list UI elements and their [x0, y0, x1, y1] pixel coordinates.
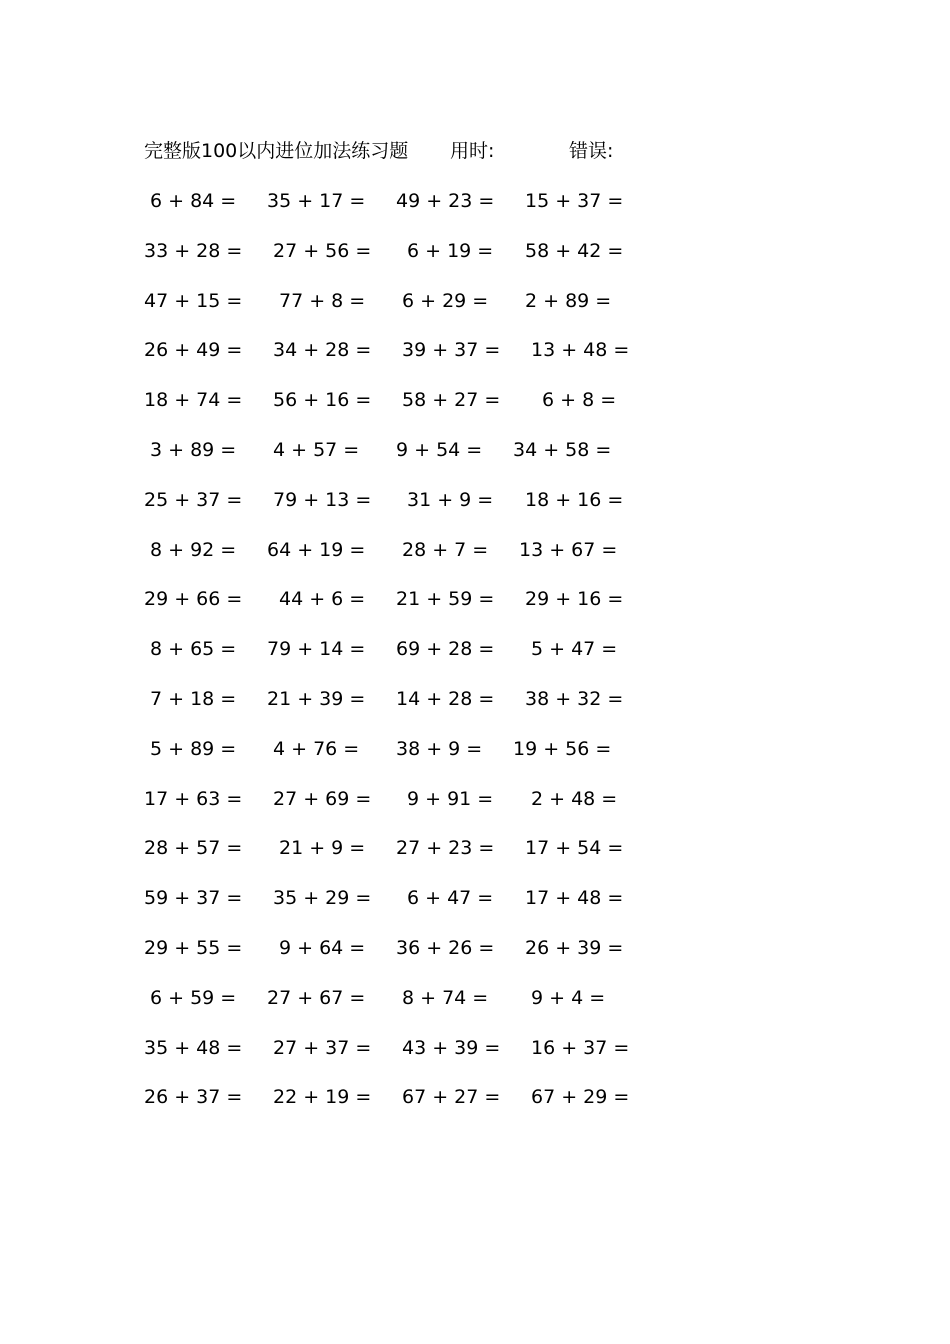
- addition-problem: 18 + 74 =: [144, 389, 243, 412]
- addition-problem: 29 + 16 =: [525, 588, 624, 611]
- problem-row: [0, 236, 950, 286]
- addition-problem: 77 + 8 =: [279, 289, 366, 312]
- problem-row: [0, 983, 950, 1033]
- addition-problem: 21 + 59 =: [396, 588, 495, 611]
- problem-row: [0, 1082, 950, 1132]
- addition-problem: 35 + 29 =: [273, 887, 372, 910]
- addition-problem: 69 + 28 =: [396, 638, 495, 661]
- addition-problem: 27 + 69 =: [273, 787, 372, 810]
- addition-problem: 17 + 48 =: [525, 887, 624, 910]
- problem-row: [0, 186, 950, 236]
- addition-problem: 21 + 9 =: [279, 837, 366, 860]
- addition-problem: 22 + 19 =: [273, 1086, 372, 1109]
- addition-problem: 47 + 15 =: [144, 289, 243, 312]
- problem-row: [0, 734, 950, 784]
- addition-problem: 79 + 14 =: [267, 638, 366, 661]
- addition-problem: 27 + 37 =: [273, 1036, 372, 1059]
- addition-problem: 49 + 23 =: [396, 190, 495, 212]
- problem-row: [0, 335, 950, 385]
- addition-problem: 39 + 37 =: [402, 339, 501, 362]
- problem-row: [0, 535, 950, 585]
- problem-row: [0, 485, 950, 535]
- addition-problem: 29 + 66 =: [144, 588, 243, 611]
- addition-problem: 4 + 76 =: [273, 737, 360, 760]
- addition-problem: 8 + 65 =: [150, 638, 237, 661]
- addition-problem: 6 + 8 =: [542, 389, 617, 412]
- addition-problem: 13 + 67 =: [519, 538, 618, 561]
- problem-row: [0, 1033, 950, 1083]
- addition-problem: 59 + 37 =: [144, 887, 243, 910]
- addition-problem: 44 + 6 =: [279, 588, 366, 611]
- problem-row: [0, 435, 950, 485]
- addition-problem: 19 + 56 =: [513, 737, 612, 760]
- addition-problem: 34 + 28 =: [273, 339, 372, 362]
- addition-problem: 38 + 32 =: [525, 687, 624, 710]
- addition-problem: 6 + 29 =: [402, 289, 489, 312]
- problem-row: [0, 584, 950, 634]
- addition-problem: 5 + 47 =: [531, 638, 618, 661]
- problem-row: [0, 286, 950, 336]
- addition-problem: 7 + 18 =: [150, 687, 237, 710]
- addition-problem: 27 + 67 =: [267, 986, 366, 1009]
- addition-problem: 67 + 27 =: [402, 1086, 501, 1109]
- addition-problem: 9 + 4 =: [531, 986, 606, 1009]
- addition-problem: 9 + 64 =: [279, 936, 366, 959]
- addition-problem: 26 + 39 =: [525, 936, 624, 959]
- addition-problem: 25 + 37 =: [144, 488, 243, 511]
- addition-problem: 58 + 27 =: [402, 389, 501, 412]
- problem-row: [0, 684, 950, 734]
- problem-row: [0, 883, 950, 933]
- addition-problem: 2 + 48 =: [531, 787, 618, 810]
- addition-problem: 15 + 37 =: [525, 190, 624, 212]
- addition-problem: 8 + 92 =: [150, 538, 237, 561]
- addition-problem: 28 + 57 =: [144, 837, 243, 860]
- addition-problem: 35 + 48 =: [144, 1036, 243, 1059]
- problem-row: [0, 933, 950, 983]
- addition-problem: 17 + 54 =: [525, 837, 624, 860]
- addition-problem: 2 + 89 =: [525, 289, 612, 312]
- addition-problem: 34 + 58 =: [513, 438, 612, 461]
- addition-problem: 58 + 42 =: [525, 239, 624, 262]
- addition-problem: 14 + 28 =: [396, 687, 495, 710]
- addition-problem: 17 + 63 =: [144, 787, 243, 810]
- addition-problem: 79 + 13 =: [273, 488, 372, 511]
- addition-problem: 31 + 9 =: [407, 488, 494, 511]
- addition-problem: 64 + 19 =: [267, 538, 366, 561]
- addition-problem: 56 + 16 =: [273, 389, 372, 412]
- addition-problem: 29 + 55 =: [144, 936, 243, 959]
- addition-problem: 6 + 19 =: [407, 239, 494, 262]
- addition-problem: 6 + 84 =: [150, 190, 237, 212]
- worksheet-header: [144, 136, 664, 166]
- addition-problem: 9 + 54 =: [396, 438, 483, 461]
- addition-problem: 6 + 59 =: [150, 986, 237, 1009]
- addition-problem: 18 + 16 =: [525, 488, 624, 511]
- addition-problem: 27 + 23 =: [396, 837, 495, 860]
- problem-grid: [0, 186, 950, 1132]
- addition-problem: 16 + 37 =: [531, 1036, 630, 1059]
- worksheet-title: 完整版100以内进位加法练习题: [144, 140, 409, 162]
- addition-problem: 3 + 89 =: [150, 438, 237, 461]
- addition-problem: 67 + 29 =: [531, 1086, 630, 1109]
- addition-problem: 21 + 39 =: [267, 687, 366, 710]
- addition-problem: 9 + 91 =: [407, 787, 494, 810]
- problem-row: [0, 634, 950, 684]
- addition-problem: 13 + 48 =: [531, 339, 630, 362]
- error-count-label: 错误:: [569, 140, 614, 162]
- addition-problem: 43 + 39 =: [402, 1036, 501, 1059]
- problem-row: [0, 833, 950, 883]
- addition-problem: 27 + 56 =: [273, 239, 372, 262]
- problem-row: [0, 385, 950, 435]
- addition-problem: 38 + 9 =: [396, 737, 483, 760]
- addition-problem: 35 + 17 =: [267, 190, 366, 212]
- addition-problem: 36 + 26 =: [396, 936, 495, 959]
- addition-problem: 26 + 49 =: [144, 339, 243, 362]
- addition-problem: 6 + 47 =: [407, 887, 494, 910]
- addition-problem: 26 + 37 =: [144, 1086, 243, 1109]
- addition-problem: 4 + 57 =: [273, 438, 360, 461]
- addition-problem: 28 + 7 =: [402, 538, 489, 561]
- time-used-label: 用时:: [450, 140, 495, 162]
- addition-problem: 5 + 89 =: [150, 737, 237, 760]
- addition-problem: 8 + 74 =: [402, 986, 489, 1009]
- problem-row: [0, 784, 950, 834]
- addition-problem: 33 + 28 =: [144, 239, 243, 262]
